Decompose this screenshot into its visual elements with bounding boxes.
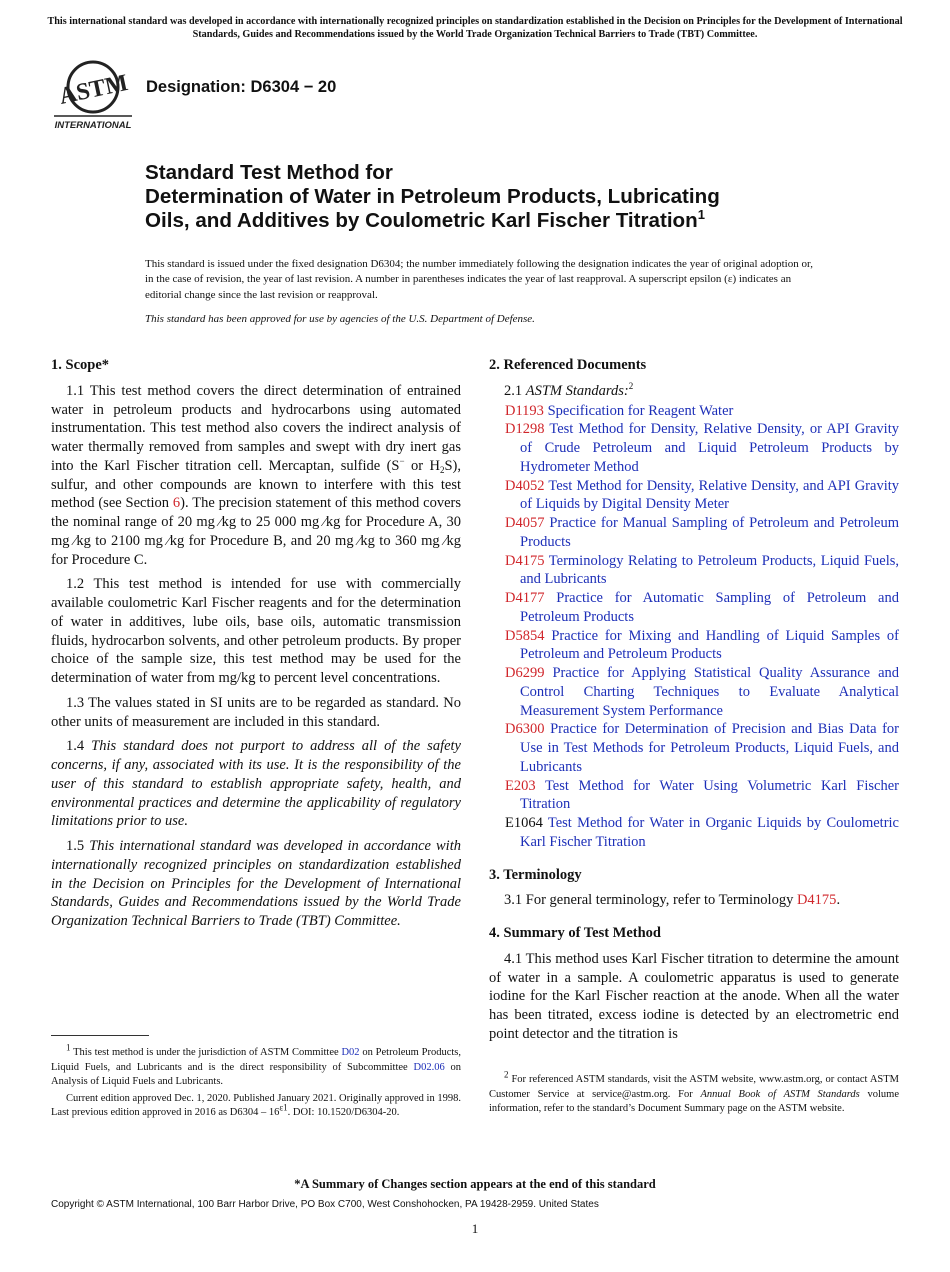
referenced-document-item [489,477,899,515]
footnote-2 [489,1069,900,1119]
scope-1-3: 1.3 The values stated in SI units are to be regarded as standard. No other units of measurement are included in this standard. [51,694,461,730]
document-code-link[interactable]: D6300 [505,721,545,738]
referenced-documents-heading: 2. Referenced Documents [489,357,647,373]
title-line-2: Determination of Water in Petroleum Products, Lubricating [145,185,720,208]
document-code-link[interactable]: D1193 [505,402,544,419]
title-line-3: Oils, and Additives by Coulometric Karl Fischer Titration$^1$ [145,207,705,232]
referenced-document-item [489,664,899,720]
summary-of-changes-note: *A Summary of Changes section appears at the end of this standard [294,1177,656,1191]
terminology-3-1: 3.1 For general terminology, refer to Terminology D4175. [504,892,841,909]
footnote-2-text: $^2$ For referenced ASTM standards, visit the ASTM website, www.astm.org, or contact ASTM Customer Service at service@astm.org. For Annual Book of ASTM Standards volume information, refer to the standard’s Document Summary page on the ASTM website. [489,1069,900,1115]
referenced-document-item [489,420,899,476]
document-code-link: E1064 [505,815,543,831]
copyright: Copyright © ASTM International, 100 Barr Harbor Drive, PO Box C700, West Conshohocken, PA 19428-2959. United States [51,1199,599,1210]
document-title [145,161,845,233]
scope-1-2: 1.2 This test method is intended for use with commercially available coulometric Karl Fischer reagents and for the determination of water in additives, lube oils, base oils, automatic transmission fluids, hydrocarbon solvents, and other petroleum products. By proper choice of the sample size, this test method may be used for the determination of water from mg/kg to percent level concentrations. [51,576,461,686]
document-code-link[interactable]: D6299 [505,665,545,681]
scope-1-4: 1.4 This standard does not purport to address all of the safety concerns, if any, associated with its use. It is the responsibility of the user of this standard to establish appropriate safety, health, and environmental practices and determine the applicability of regulatory limitations prior to use. [51,738,461,830]
logo-letters: ASTM [57,70,131,110]
referenced-documents-list [489,402,899,852]
document-title-link[interactable]: Practice for Automatic Sampling of Petroleum and Petroleum Products [520,590,899,625]
astm-logo [52,57,134,131]
document-title-link[interactable]: Test Method for Water Using Volumetric Karl Fischer Titration [520,777,899,813]
footnote-1-text: $^1$ This test method is under the jurisdiction of ASTM Committee D02 on Petroleum Products, Liquid Fuels, and Lubricants and is the direct responsibility of Subcommittee D02.06 on Analysis of Liquid Fuels and Lubricants. [51,1042,462,1088]
top-notice: This international standard was developed in accordance with internationally recognized principles on standardization established in the Decision on Principles for the Development of International Standards, Guides and Recommendations issued by the World Trade Organization Technical Barriers to Trade (TBT) Committee. [47,16,903,40]
document-title-link[interactable]: Test Method for Water in Organic Liquids by Coulometric Karl Fischer Titration [520,815,899,850]
referenced-document-item [489,552,899,590]
document-code-link[interactable]: D5854 [505,627,545,644]
astm-standards-subheading: 2.1 ASTM Standards:$^2$ [504,380,634,399]
footnote-1-edition: Current edition approved Dec. 1, 2020. Published January 2021. Originally approved in 1998. Last previous edition approved in 2016 as $D6304 - 16^{\varepsilon 1}$. DOI: 10.1520/D6304-20. [51,1092,461,1119]
logo-label: INTERNATIONAL [54,120,132,131]
scope-1-1: 1.1 This test method covers the direct determination of entrained water in petroleum products and hydrocarbons using automated instrumentation. This test method also covers the indirect analysis of water thermally removed from samples and swept with dry inert gas into the Karl Fischer titration cell. Mercaptan, sulfide (S− or $H_2S$), sulfur, and other compounds are known to interfere with this test method (see Section 6). The precision statement of this method covers the nominal range of 20 mg ⁄kg to 25 000 mg ⁄kg for Procedure A, 30 mg ⁄kg to 2100 mg ⁄kg for Procedure B, and 20 mg ⁄kg to 360 mg ⁄kg for Procedure C. [51,382,461,568]
summary-4-1: 4.1 This method uses Karl Fischer titration to determine the amount of water in a sample. A coulometric apparatus is used to generate iodine for the Karl Fischer reaction at the anode. When all the water has been titrated, excess iodine is detected by an electrometric end point detector and the titration is [489,950,899,1042]
document-title-link[interactable]: Practice for Applying Statistical Quality Assurance and Control Charting Techniques to Evaluate Analytical Measurement System Performance [520,665,899,719]
scope-1-5: 1.5 This international standard was developed in accordance with internationally recognized principles on standardization established in the Decision on Principles for the Development of International Standards, Guides and Recommendations issued by the World Trade Organization Technical Barriers to Trade (TBT) Committee. [51,838,461,929]
referenced-document-item [489,777,899,815]
referenced-document-item [489,514,899,552]
summary-heading: 4. Summary of Test Method [489,925,661,941]
document-title-link[interactable]: Test Method for Density, Relative Density, or API Gravity of Crude Petroleum and Liquid Petroleum Products by Hydrometer Method [520,421,899,475]
document-title-link[interactable]: Test Method for Density, Relative Density, and API Gravity of Liquids by Digital Density Meter [520,477,900,513]
section-6-link[interactable]: 6 [172,495,181,512]
designation: Designation: D6304 − 20 [146,78,337,96]
footnote-rule [51,1035,149,1036]
scope-heading: 1. Scope* [51,357,109,373]
document-code-link[interactable]: D1298 [505,421,545,438]
document-code-link[interactable]: E203 [505,777,536,794]
dod-note: This standard has been approved for use by agencies of the U.S. Department of Defense. [145,313,535,325]
title-footnote-mark: 1 [697,207,705,223]
document-code-link[interactable]: D4052 [505,477,545,494]
document-title-link[interactable]: Practice for Determination of Precision and Bias Data for Use in Test Methods for Petroleum Products, Liquid Fuels, and Lubricants [520,721,900,775]
document-title-link[interactable]: Practice for Manual Sampling of Petroleum and Petroleum Products [520,515,899,550]
document-code-link[interactable]: D4177 [505,590,545,606]
document-code-link[interactable]: D4175 [505,552,545,569]
page-number: 1 [471,1221,479,1236]
document-title-link[interactable]: Terminology Relating to Petroleum Products, Liquid Fuels, and Lubricants [520,552,899,588]
standard-note: This standard is issued under the fixed designation D6304; the number immediately following the designation indicates the year of original adoption or, in the case of revision, the year of last revision. A number in parentheses indicates the year of last reapproval. A superscript epsilon (ε) indicates an editorial change since the last revision or reapproval. [145,258,813,301]
terminology-d4175-link[interactable]: D4175 [796,892,837,909]
right-column [489,356,899,1050]
terminology-heading: 3. Terminology [489,866,582,883]
document-title-link[interactable]: Practice for Mixing and Handling of Liquid Samples of Petroleum and Petroleum Products [520,627,899,663]
title-line-1: Standard Test Method for [145,161,393,184]
referenced-document-item [489,720,899,776]
left-column [51,356,461,937]
referenced-document-item [489,627,899,665]
footnote-1 [51,1042,462,1123]
document-code-link[interactable]: D4057 [505,515,545,531]
referenced-document-item [489,814,899,852]
committee-d02-link[interactable]: D02 [341,1047,360,1058]
referenced-document-item [489,402,899,421]
subcommittee-d02-06-link[interactable]: D02.06 [413,1061,445,1073]
document-title-link[interactable]: Specification for Reagent Water [547,402,734,419]
referenced-document-item [489,589,899,627]
